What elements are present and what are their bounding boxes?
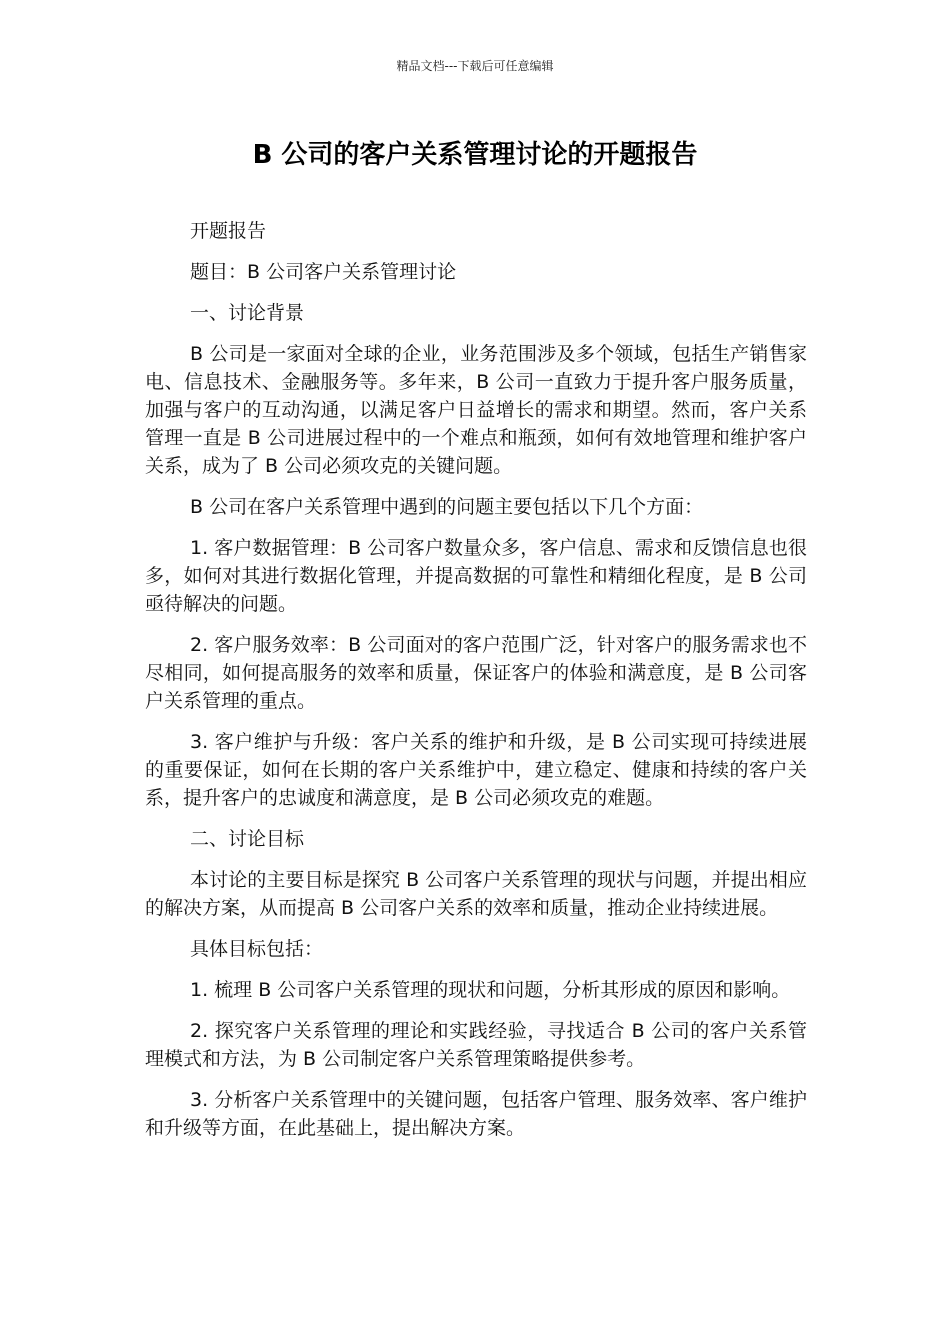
paragraph-report-label: 开题报告 (190, 220, 267, 242)
list-item-problem-1: 1. 客户数据管理：B 公司客户数量众多，客户信息、需求和反馈信息也很多，如何对其进行数据化管理，并提高数据的可靠性和精细化程度，是 B 公司亟待解决的问题。 (145, 537, 807, 615)
list-item-goal-3: 3. 分析客户关系管理中的关键问题，包括客户管理、服务效率、客户维护和升级等方面，在此基础上，提出解决方案。 (145, 1089, 807, 1139)
paragraph-background: B 公司是一家面对全球的企业，业务范围涉及多个领域，包括生产销售家电、信息技术、金融服务等。多年来，B 公司一直致力于提升客户服务质量，加强与客户的互动沟通，以满足客户日益增长的需求和期望。然而，客户关系管理一直是 B 公司进展过程中的一个难点和瓶颈，如何有效地管理和维护客户关系，成为了 B 公司必须攻克的关键问题。 (145, 343, 807, 477)
document-title: B 公司的客户关系管理讨论的开题报告 (252, 140, 698, 170)
list-item-problem-2: 2. 客户服务效率：B 公司面对的客户范围广泛，针对客户的服务需求也不尽相同，如何提高服务的效率和质量，保证客户的体验和满意度，是 B 公司客户关系管理的重点。 (145, 634, 807, 712)
section-heading-goals: 二、讨论目标 (190, 828, 305, 850)
paragraph-topic: 题目：B 公司客户关系管理讨论 (190, 261, 457, 283)
list-item-goal-1: 1. 梳理 B 公司客户关系管理的现状和问题，分析其形成的原因和影响。 (190, 979, 791, 1001)
paragraph-problems-intro: B 公司在客户关系管理中遇到的问题主要包括以下几个方面： (190, 496, 704, 518)
section-heading-background: 一、讨论背景 (190, 302, 305, 324)
paragraph-goals-intro: 具体目标包括： (190, 938, 324, 960)
header-note: 精品文档---下载后可任意编辑 (396, 59, 554, 73)
list-item-goal-2: 2. 探究客户关系管理的理论和实践经验，寻找适合 B 公司的客户关系管理模式和方法，为 B 公司制定客户关系管理策略提供参考。 (145, 1020, 807, 1070)
document-body (145, 217, 807, 1155)
paragraph-goals: 本讨论的主要目标是探究 B 公司客户关系管理的现状与问题，并提出相应的解决方案，从而提高 B 公司客户关系的效率和质量，推动企业持续进展。 (145, 869, 807, 919)
list-item-problem-3: 3. 客户维护与升级：客户关系的维护和升级，是 B 公司实现可持续进展的重要保证，如何在长期的客户关系维护中，建立稳定、健康和持续的客户关系，提升客户的忠诚度和满意度，是 B 公司必须攻克的难题。 (145, 731, 807, 809)
